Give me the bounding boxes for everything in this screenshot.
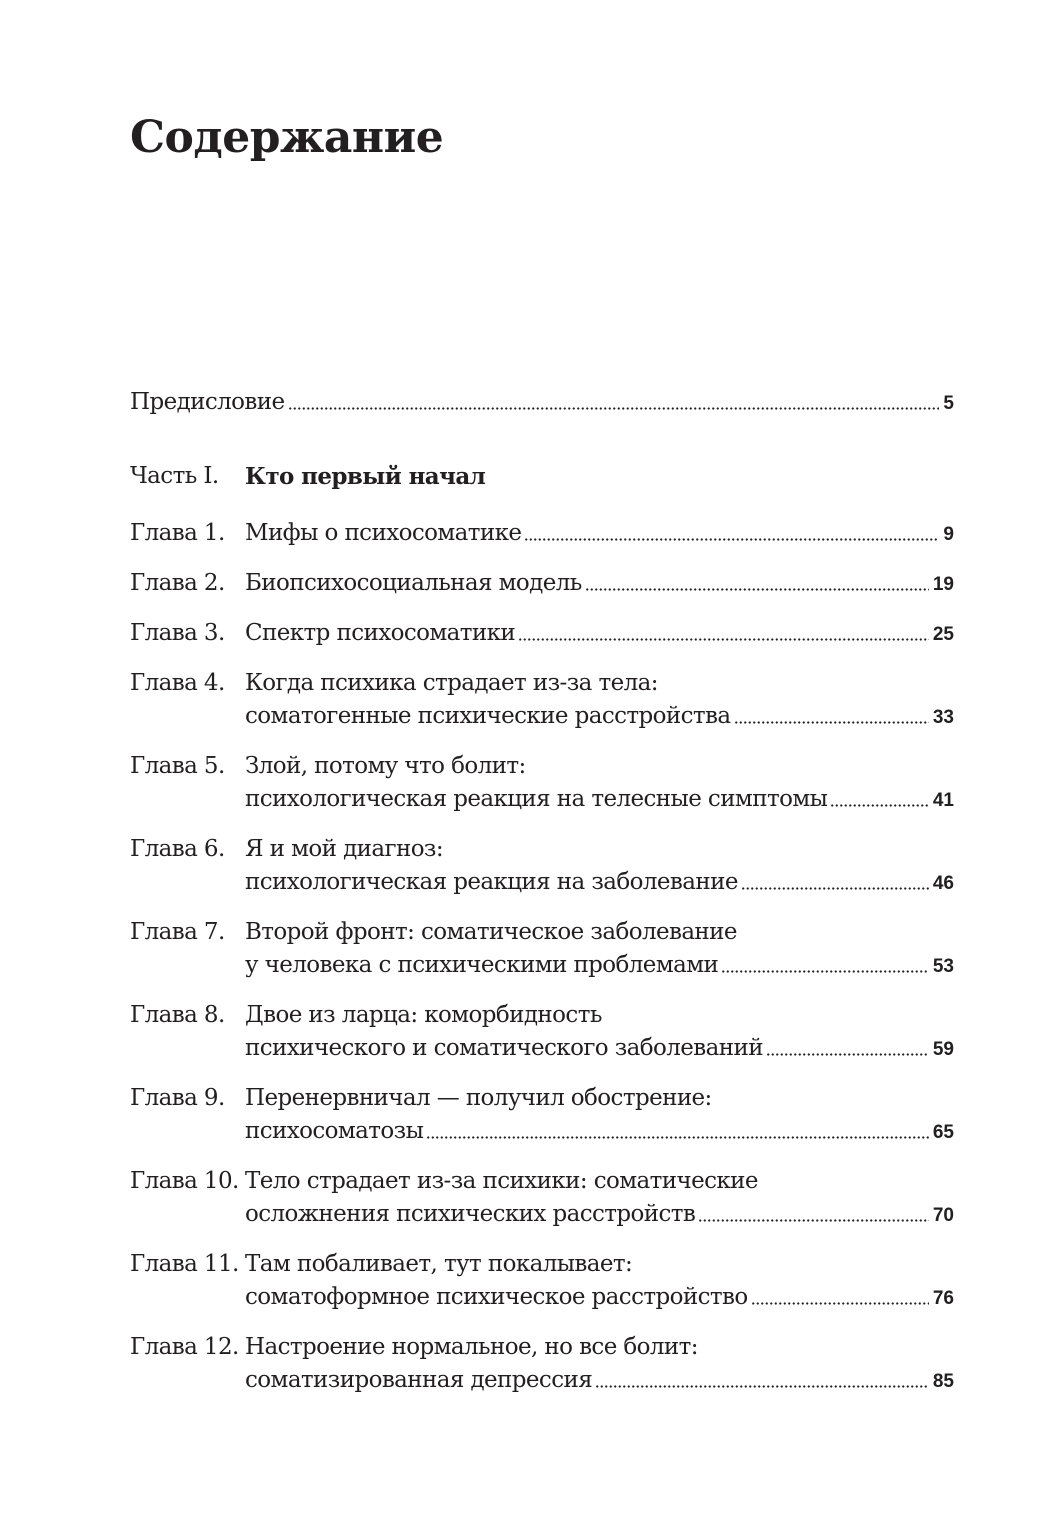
chapter-label: Глава 10. — [130, 1168, 239, 1194]
chapter-label: Глава 5. — [130, 753, 225, 779]
dot-leader — [830, 804, 929, 807]
toc-entry-chapter[interactable] — [130, 999, 954, 1065]
dot-leader — [524, 538, 939, 541]
chapter-label: Глава 6. — [130, 836, 225, 862]
chapter-title-line — [245, 750, 954, 783]
page-number: 25 — [932, 624, 954, 645]
page-title: Содержание — [130, 112, 444, 163]
dot-leader — [698, 1219, 929, 1222]
chapter-title-line — [245, 700, 954, 733]
toc-entry-chapter[interactable] — [130, 916, 954, 982]
dot-leader — [288, 407, 940, 410]
dot-leader — [426, 1136, 929, 1139]
chapter-title — [245, 667, 954, 733]
part-label: Часть I. — [130, 463, 219, 489]
chapter-title-line — [245, 1082, 954, 1115]
chapter-title — [245, 1082, 954, 1148]
dot-leader — [595, 1385, 929, 1388]
chapter-title-text: соматоформное психическое расстройство — [245, 1284, 748, 1310]
chapter-label: Глава 4. — [130, 670, 225, 696]
dot-leader — [721, 970, 929, 973]
toc-entry-chapter[interactable] — [130, 1331, 954, 1397]
chapter-label: Глава 1. — [130, 520, 225, 546]
chapter-title-text: Настроение нормальное, но все болит: — [245, 1334, 698, 1360]
chapter-title — [245, 916, 954, 982]
chapter-title-line — [245, 1331, 954, 1364]
part-heading — [130, 460, 954, 493]
chapter-title — [245, 750, 954, 816]
page-number: 85 — [932, 1371, 954, 1392]
chapter-title-text: психологическая реакция на телесные симптомы — [245, 786, 828, 812]
chapter-title-text: психосоматозы — [245, 1118, 424, 1144]
chapter-title-text: осложнения психических расстройств — [245, 1201, 696, 1227]
toc-entry-preface[interactable] — [130, 386, 954, 419]
chapter-title-text: Я и мой диагноз: — [245, 836, 444, 862]
dot-leader — [766, 1053, 929, 1056]
page-number: 46 — [932, 873, 954, 894]
chapter-label: Глава 11. — [130, 1251, 239, 1277]
page-number: 19 — [932, 574, 954, 595]
chapter-title-line — [245, 866, 954, 899]
chapter-label: Глава 9. — [130, 1085, 225, 1111]
chapter-title-text: соматизированная депрессия — [245, 1367, 593, 1393]
chapter-title-line — [245, 783, 954, 816]
page-number: 5 — [943, 393, 954, 414]
page-number: 65 — [932, 1122, 954, 1143]
chapter-label: Глава 2. — [130, 570, 225, 596]
page-number: 59 — [932, 1039, 954, 1060]
page-number: 41 — [932, 790, 954, 811]
chapter-title — [245, 517, 954, 550]
toc-entry-chapter[interactable] — [130, 1082, 954, 1148]
chapter-label: Глава 8. — [130, 1002, 225, 1028]
chapter-label: Глава 3. — [130, 620, 225, 646]
chapter-title-line — [245, 567, 954, 600]
chapter-title-text: Спектр психосоматики — [245, 620, 516, 646]
dot-leader — [585, 588, 929, 591]
page-number: 33 — [932, 707, 954, 728]
preface-label: Предисловие — [130, 389, 285, 415]
chapter-list — [130, 517, 954, 1397]
chapter-title-text: у человека с психическими проблемами — [245, 952, 719, 978]
dot-leader — [734, 721, 929, 724]
toc-entry-chapter[interactable] — [130, 617, 954, 650]
page-number: 9 — [943, 524, 954, 545]
chapter-title-text: психологическая реакция на заболевание — [245, 869, 738, 895]
chapter-title-text: Злой, потому что болит: — [245, 753, 526, 779]
chapter-title-line — [245, 833, 954, 866]
table-of-contents — [130, 386, 954, 1414]
chapter-title — [245, 833, 954, 899]
chapter-title — [245, 999, 954, 1065]
chapter-title-line — [245, 667, 954, 700]
chapter-title-text: психического и соматического заболеваний — [245, 1035, 763, 1061]
chapter-title-text: Биопсихосоциальная модель — [245, 570, 582, 596]
dot-leader — [518, 638, 929, 641]
chapter-title-line — [245, 1281, 954, 1314]
chapter-title-line — [245, 517, 954, 550]
chapter-title-line — [245, 617, 954, 650]
dot-leader — [741, 887, 929, 890]
chapter-title-line — [245, 949, 954, 982]
toc-entry-chapter[interactable] — [130, 567, 954, 600]
page-number: 70 — [932, 1205, 954, 1226]
chapter-title — [245, 1331, 954, 1397]
chapter-title-line — [245, 1032, 954, 1065]
chapter-title-text: Там побаливает, тут покалывает: — [245, 1251, 633, 1277]
chapter-title-text: Двое из ларца: коморбидность — [245, 1002, 602, 1028]
chapter-title-line — [245, 1198, 954, 1231]
chapter-title-text: Тело страдает из-за психики: соматические — [245, 1168, 758, 1194]
chapter-title-line — [245, 1364, 954, 1397]
chapter-title — [245, 1248, 954, 1314]
chapter-title-line — [245, 1115, 954, 1148]
chapter-title-text: Когда психика страдает из-за тела: — [245, 670, 658, 696]
chapter-title-text: Второй фронт: соматическое заболевание — [245, 919, 737, 945]
chapter-title — [245, 1165, 954, 1231]
chapter-title — [245, 617, 954, 650]
chapter-title-line — [245, 999, 954, 1032]
chapter-label: Глава 12. — [130, 1334, 239, 1360]
chapter-title-text: Перенервничал — получил обострение: — [245, 1085, 712, 1111]
toc-entry-chapter[interactable] — [130, 750, 954, 816]
page-number: 76 — [932, 1288, 954, 1309]
chapter-title-text: соматогенные психические расстройства — [245, 703, 731, 729]
chapter-title-line — [245, 916, 954, 949]
chapter-title — [245, 567, 954, 600]
chapter-title-line — [245, 1165, 954, 1198]
toc-entry-chapter[interactable] — [130, 517, 954, 550]
chapter-label: Глава 7. — [130, 919, 225, 945]
part-name: Кто первый начал — [245, 463, 486, 490]
toc-entry-chapter[interactable] — [130, 833, 954, 899]
toc-entry-chapter[interactable] — [130, 1165, 954, 1231]
toc-entry-chapter[interactable] — [130, 667, 954, 733]
chapter-title-text: Мифы о психосоматике — [245, 520, 522, 546]
page-number: 53 — [932, 956, 954, 977]
chapter-title-line — [245, 1248, 954, 1281]
dot-leader — [751, 1302, 929, 1305]
toc-entry-chapter[interactable] — [130, 1248, 954, 1314]
